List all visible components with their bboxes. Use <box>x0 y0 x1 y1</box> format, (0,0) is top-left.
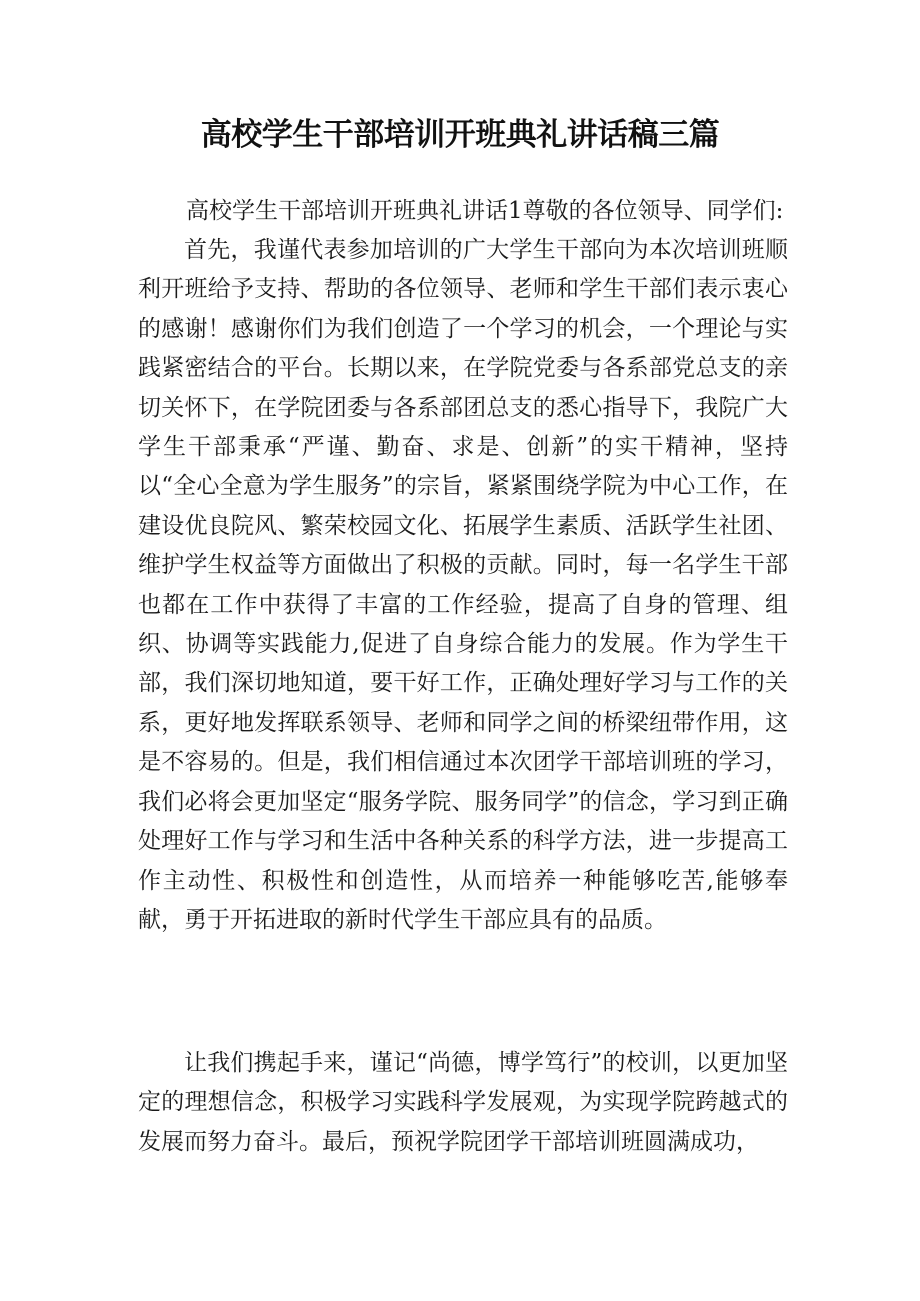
intro-line: 高校学生干部培训开班典礼讲话1尊敬的各位领导、同学们: <box>186 198 784 224</box>
paragraph-1: 首先，我谨代表参加培训的广大学生干部向为本次培训班顺利开班给予支持、帮助的各位领导、老师和学生干部们表示衷心的感谢！感谢你们为我们创造了一个学习的机会，一个理论与实践紧密结合的平台。长期以来，在学院党委与各系部党总支的亲切关怀下，在学院团委与各系部团总支的悉心指导下，我院广大学生干部秉承“严谨、勤奋、求是、创新”的实干精神，坚持以“全心全意为学生服务”的宗旨，紧紧围绕学院为中心工作，在建设优良院风、繁荣校园文化、拓展学生素质、活跃学生社团、维护学生权益等方面做出了积极的贡献。同时，每一名学生干部也都在工作中获得了丰富的工作经验，提高了自身的管理、组织、协调等实践能力,促进了自身综合能力的发展。作为学生干部，我们深切地知道，要干好工作，正确处理好学习与工作的关系，更好地发挥联系领导、老师和同学之间的桥梁纽带作用，这是不容易的。但是，我们相信通过本次团学干部培训班的学习，我们必将会更加坚定“服务学院、服务同学”的信念，学习到正确处理好工作与学习和生活中各种关系的科学方法，进一步提高工作主动性、积极性和创造性，从而培养一种能够吃苦,能够奉献，勇于开拓进取的新时代学生干部应具有的品质。 <box>138 237 788 933</box>
paragraph-2: 让我们携起手来，谨记“尚德，博学笃行”的校训，以更加坚定的理想信念，积极学习实践科学发展观，为实现学院跨越式的发展而努力奋斗。最后，预祝学院团学干部培训班圆满成功， <box>138 1050 788 1155</box>
document-title: 高校学生干部培训开班典礼讲话稿三篇 <box>200 117 720 153</box>
